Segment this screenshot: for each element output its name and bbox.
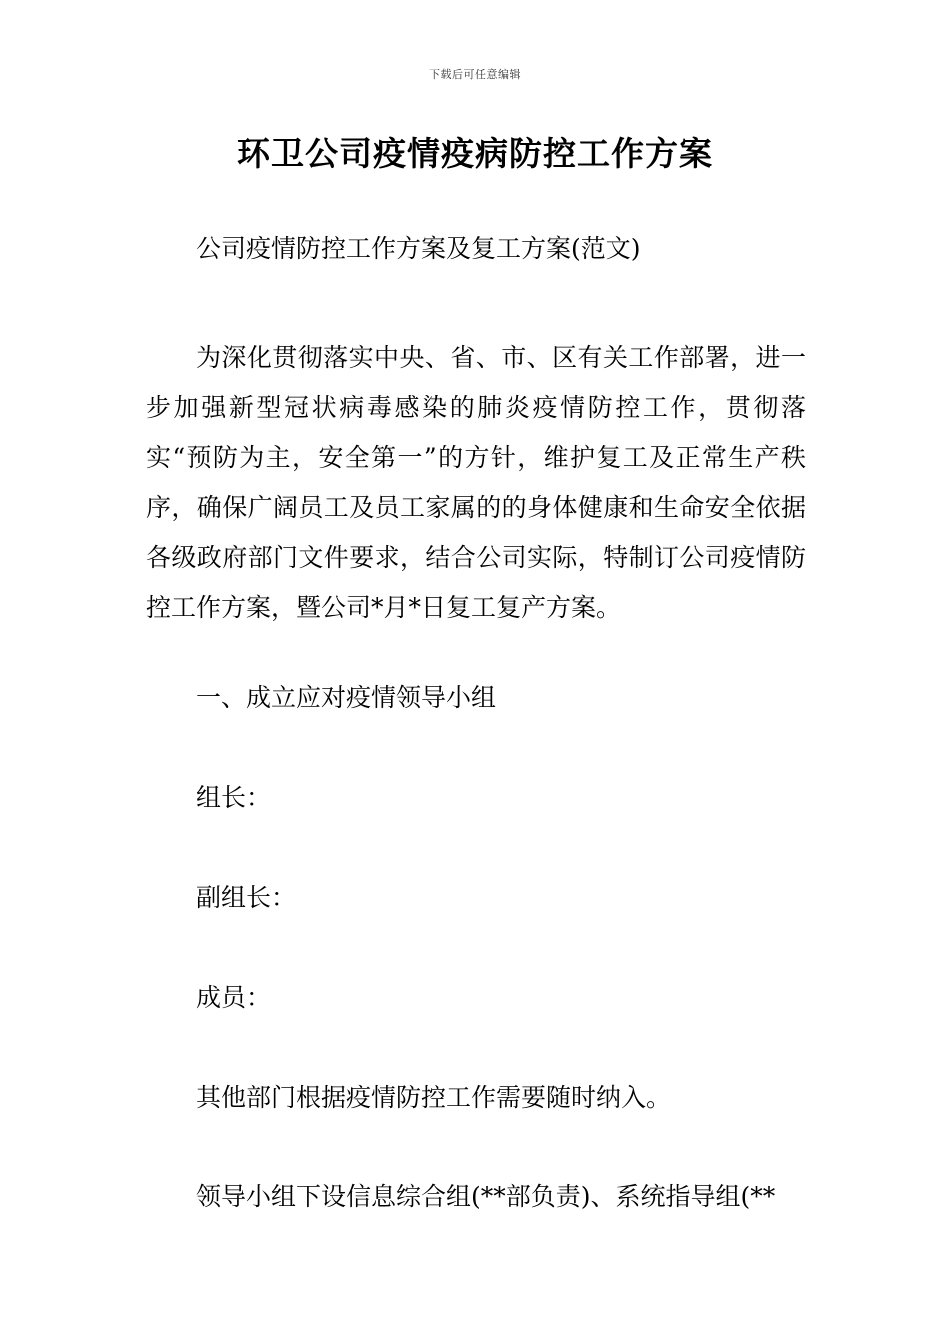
members-label: 成员： (196, 983, 272, 1012)
intro-paragraph: 为深化贯彻落实中央、省、市、区有关工作部署，进一步加强新型冠状病毒感染的肺炎疫情防控工作，贯彻落实“预防为主，安全第一”的方针，维护复工及正常生产秩序，确保广阔员工及员工家属的的身体健康和生命安全依据各级政府部门文件要求，结合公司实际，特制订公司疫情防控工作方案，暨公司*月*日复工复产方案。 (146, 343, 806, 622)
leader-label: 组长： (196, 783, 272, 812)
deputy-leader-label: 副组长： (196, 883, 297, 912)
header-note: 下载后可任意编辑 (429, 68, 521, 81)
section-heading: 一、成立应对疫情领导小组 (196, 683, 497, 712)
document-subtitle: 公司疫情防控工作方案及复工方案(范文) (196, 234, 641, 263)
other-departments-text: 其他部门根据疫情防控工作需要随时纳入。 (196, 1083, 672, 1112)
document-title: 环卫公司疫情疫病防控工作方案 (237, 134, 713, 173)
subgroups-text: 领导小组下设信息综合组(**部负责)、系统指导组(** (196, 1182, 776, 1211)
